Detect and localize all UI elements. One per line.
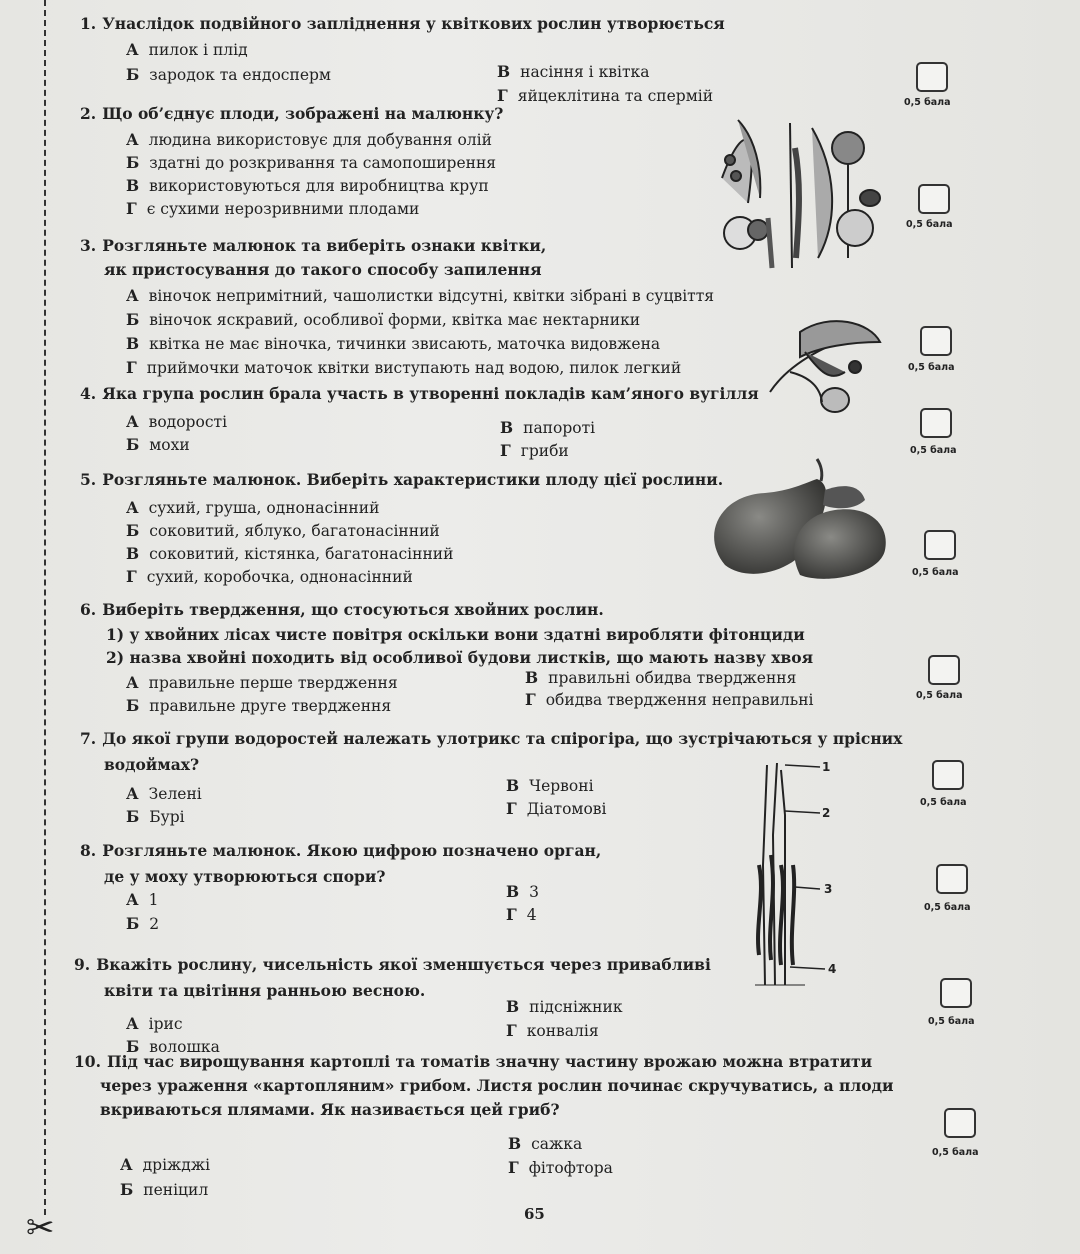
option-letter: В [506,997,520,1016]
option-text: пилок і плід [148,41,248,59]
option-text: ірис [148,1015,183,1033]
option-text: підсніжник [529,998,623,1016]
question-number: 8. [80,841,97,860]
option-letter: Г [508,1158,519,1177]
option-text: гриби [520,442,569,460]
answer-option[interactable] [126,176,489,195]
option-text: Червоні [529,777,594,795]
option-letter: В [506,882,520,901]
option-letter: Г [506,799,517,818]
answer-option[interactable] [126,130,492,149]
option-letter: А [120,1155,133,1174]
option-letter: А [126,412,139,431]
answer-option[interactable] [506,905,537,924]
answer-option[interactable] [126,199,419,218]
answer-box[interactable] [924,530,956,560]
option-letter: Г [506,1021,517,1040]
option-letter: Б [126,1037,140,1056]
question-number: 1. [80,14,97,33]
answer-option[interactable] [525,668,796,687]
option-text: конвалія [526,1022,599,1040]
question-text: де у моху утворюються спори? [104,867,386,886]
question-number: 7. [80,729,97,748]
option-letter: Г [500,441,511,460]
option-text: волошка [149,1038,220,1056]
option-text: папороті [523,419,596,437]
option-letter: А [126,1014,139,1033]
question-number: 10. [74,1052,101,1071]
question-text: Унаслідок подвійного запліднення у квіткових рослин утворюється [102,14,725,33]
answer-box[interactable] [920,326,952,356]
option-letter: А [126,498,139,517]
answer-box[interactable] [936,864,968,894]
question-text: водоймах? [104,755,200,774]
option-text: здатні до розкривання та самопоширення [149,154,497,172]
moss-label-4: 4 [828,962,837,976]
option-letter: Б [126,807,140,826]
answer-box[interactable] [944,1108,976,1138]
answer-option[interactable] [506,997,623,1016]
option-text: віночок яскравий, особливої форми, квітка має нектарники [149,311,641,329]
question-2 [80,104,503,123]
answer-box[interactable] [928,655,960,685]
answer-option[interactable] [126,310,640,329]
answer-box[interactable] [940,978,972,1008]
option-text: Зелені [148,785,202,803]
question-text: вкриваються плямами. Як називається цей гриб? [100,1100,560,1119]
answer-option[interactable] [506,882,539,901]
option-text: Бурі [149,808,185,826]
option-text: соковитий, кістянка, багатонасінний [149,545,454,563]
answer-box[interactable] [916,62,948,92]
answer-option[interactable] [126,807,185,826]
flower-illustration [760,312,890,422]
moss-label-1: 1 [822,760,831,774]
option-letter: Г [126,358,137,377]
answer-option[interactable] [500,441,569,460]
option-text: соковитий, яблуко, багатонасінний [149,522,440,540]
answer-box[interactable] [932,760,964,790]
question-number: 9. [74,955,91,974]
answer-option[interactable] [120,1180,208,1199]
option-text: водорості [148,413,228,431]
question-text: Яка група рослин брала участь в утворенні покладів кам’яного вугілля [102,384,759,403]
answer-option[interactable] [126,567,413,586]
option-text: сухий, груша, однонасінний [148,499,380,517]
answer-option[interactable] [126,784,202,803]
question-text: Розгляньте малюнок та виберіть ознаки квітки, [102,236,547,255]
option-text: віночок непримітний, чашолистки відсутні, квітки зібрані в суцвіття [148,287,715,305]
answer-option[interactable] [508,1158,613,1177]
option-letter: Г [126,199,137,218]
answer-option[interactable] [126,40,248,59]
moss-label-2: 2 [822,806,831,820]
option-text: використовуються для виробництва круп [149,177,489,195]
option-letter: В [500,418,514,437]
score-label: 0,5 бала [916,690,963,701]
question-text: Що об’єднує плоди, зображені на малюнку? [102,104,504,123]
option-letter: Б [126,153,140,172]
option-letter: А [126,40,139,59]
option-text: є сухими нерозривними плодами [146,200,420,218]
option-letter: А [126,130,139,149]
moss-label-3: 3 [824,882,833,896]
option-letter: Б [126,521,140,540]
answer-option[interactable] [126,334,660,353]
scissors-icon: ✂ [26,1208,55,1248]
question-text: Розгляньте малюнок. Виберіть характеристики плоду цієї рослини. [102,470,724,489]
page-number: 65 [524,1205,545,1223]
answer-box[interactable] [918,184,950,214]
option-text: сажка [531,1135,583,1153]
question-5 [80,470,723,489]
option-text: приймочки маточок квітки виступають над водою, пилок легкий [146,359,682,377]
option-letter: В [126,334,140,353]
option-letter: В [525,668,539,687]
option-text: квітка не має віночка, тичинки звисають, маточка видовжена [149,335,661,353]
score-label: 0,5 бала [912,567,959,578]
answer-option[interactable] [120,1155,210,1174]
statement-2: 2) назва хвойні походить від особливої будови листків, що мають назву хвоя [106,648,814,667]
option-letter: А [126,286,139,305]
question-number: 2. [80,104,97,123]
option-letter: А [126,890,139,909]
score-label: 0,5 бала [932,1147,979,1158]
cut-line [44,0,46,1215]
answer-option[interactable] [126,890,159,909]
option-text: сухий, коробочка, однонасінний [146,568,413,586]
option-letter: В [508,1134,522,1153]
option-letter: Г [126,567,137,586]
answer-option[interactable] [126,498,379,517]
question-1 [80,14,725,33]
answer-option[interactable] [126,153,496,172]
option-text: правильне перше твердження [148,674,398,692]
question-text: Під час вирощування картоплі та томатів значну частину врожаю можна втратити [106,1052,873,1071]
answer-option[interactable] [126,914,159,933]
answer-option[interactable] [126,65,331,84]
answer-option[interactable] [506,776,594,795]
answer-box[interactable] [920,408,952,438]
option-text: яйцеклітина та спермій [517,87,714,105]
option-letter: Б [126,435,140,454]
question-text: квіти та цвітіння ранньою весною. [104,981,426,1000]
answer-option[interactable] [126,521,440,540]
dry-fruits-illustration [700,108,900,283]
option-letter: Б [120,1180,134,1199]
option-letter: Б [126,696,140,715]
answer-option[interactable] [497,86,713,105]
question-number: 4. [80,384,97,403]
question-3 [80,234,546,282]
option-text: фітофтора [528,1159,613,1177]
option-letter: А [126,784,139,803]
score-label: 0,5 бала [924,902,971,913]
option-text: 4 [526,906,537,924]
answer-option[interactable] [497,62,649,81]
option-letter: В [506,776,520,795]
option-text: обидва твердження неправильні [545,691,814,709]
pear-fruit-illustration [705,455,905,585]
answer-option[interactable] [525,690,814,709]
score-label: 0,5 бала [928,1016,975,1027]
option-text: 2 [149,915,160,933]
option-text: зародок та ендосперм [149,66,331,84]
question-number: 5. [80,470,97,489]
option-letter: В [126,544,140,563]
answer-option[interactable] [508,1134,582,1153]
score-label: 0,5 бала [920,797,967,808]
option-letter: Г [525,690,536,709]
option-letter: Б [126,914,140,933]
option-letter: Б [126,310,140,329]
answer-option[interactable] [126,1014,183,1033]
option-letter: В [126,176,140,195]
option-text: правильні обидва твердження [548,669,797,687]
question-text: Виберіть твердження, що стосуються хвойних рослин. [102,600,604,619]
question-text: Вкажіть рослину, чисельність якої зменшується через привабливі [96,955,711,974]
question-4 [80,384,759,403]
answer-option[interactable] [126,544,453,563]
option-text: людина використовує для добування олій [148,131,492,149]
question-10 [74,1050,893,1122]
answer-option[interactable] [126,286,714,305]
score-label: 0,5 бала [904,97,951,108]
option-letter: Г [497,86,508,105]
question-text: через ураження «картопляним» грибом. Листя рослин починає скручуватись, а плоди [100,1076,894,1095]
option-text: мохи [149,436,190,454]
answer-option[interactable] [500,418,595,437]
question-text: Розгляньте малюнок. Якою цифрою позначено орган, [102,841,602,860]
moss-illustration [745,755,845,990]
question-text: До якої групи водоростей належать улотрикс та спірогіра, що зустрічаються у прісних [102,729,903,748]
question-6 [80,600,604,619]
answer-option[interactable] [126,358,681,377]
option-text: Діатомові [526,800,607,818]
answer-option[interactable] [126,412,227,431]
option-text: правильне друге твердження [149,697,392,715]
option-text: дріжджі [142,1156,211,1174]
option-text: 1 [148,891,159,909]
answer-option[interactable] [506,799,606,818]
answer-option[interactable] [506,1021,599,1040]
option-letter: Г [506,905,517,924]
question-text: як пристосування до такого способу запилення [104,260,542,279]
answer-option[interactable] [126,696,391,715]
option-text: насіння і квітка [520,63,650,81]
option-letter: В [497,62,511,81]
option-text: пеніцил [143,1181,209,1199]
statement-1: 1) у хвойних лісах чисте повітря оскільки вони здатні виробляти фітонциди [106,625,805,644]
option-letter: А [126,673,139,692]
score-label: 0,5 бала [910,445,957,456]
score-label: 0,5 бала [906,219,953,230]
option-letter: Б [126,65,140,84]
question-number: 6. [80,600,97,619]
score-label: 0,5 бала [908,362,955,373]
option-text: 3 [529,883,539,901]
question-number: 3. [80,236,97,255]
answer-option[interactable] [126,435,190,454]
answer-option[interactable] [126,673,398,692]
